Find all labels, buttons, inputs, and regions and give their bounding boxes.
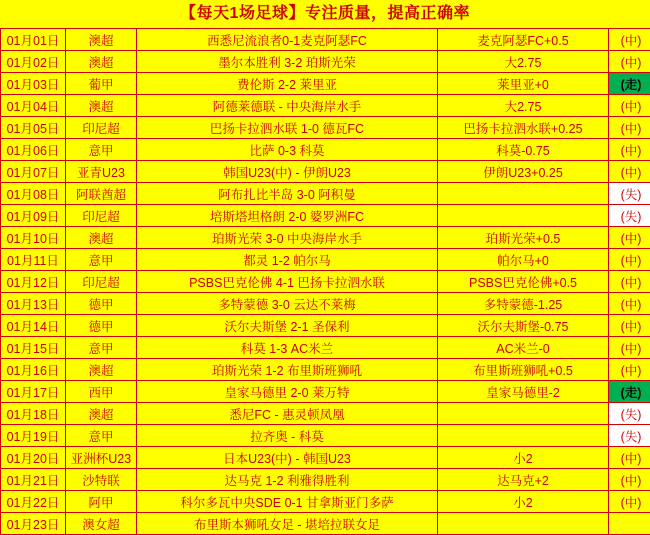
table-row xyxy=(1,293,650,315)
pick-cell: 科莫-0.75 xyxy=(438,139,609,161)
result-badge: (失) xyxy=(609,183,650,205)
match-name-cell: 都灵 1-2 帕尔马 xyxy=(137,249,438,271)
result-badge: (中) xyxy=(609,337,650,359)
pick-cell: 伊朗U23+0.25 xyxy=(438,161,609,183)
table-row xyxy=(1,337,650,359)
result-badge: (中) xyxy=(609,293,650,315)
league-cell: 亚青U23 xyxy=(66,161,137,183)
match-date-cell: 01月12日 xyxy=(1,271,66,293)
match-name-cell: 韩国U23(中) - 伊朗U23 xyxy=(137,161,438,183)
league-cell: 澳女超 xyxy=(66,513,137,535)
pick-cell: 帕尔马+0 xyxy=(438,249,609,271)
league-cell: 澳超 xyxy=(66,95,137,117)
match-date-cell: 01月07日 xyxy=(1,161,66,183)
result-badge: (失) xyxy=(609,425,650,447)
pick-cell: 莱里亚+0 xyxy=(438,73,609,95)
table-row xyxy=(1,73,650,95)
league-cell: 沙特联 xyxy=(66,469,137,491)
league-cell: 亚洲杯U23 xyxy=(66,447,137,469)
pick-cell: 大2.75 xyxy=(438,51,609,73)
pick-cell: 布里斯班狮吼+0.5 xyxy=(438,359,609,381)
league-cell: 葡甲 xyxy=(66,73,137,95)
result-badge: (中) xyxy=(609,29,650,51)
league-cell: 阿甲 xyxy=(66,491,137,513)
match-name-cell: 墨尔本胜利 3-2 珀斯光荣 xyxy=(137,51,438,73)
pick-cell: 达马克+2 xyxy=(438,469,609,491)
result-badge: (中) xyxy=(609,271,650,293)
table-row xyxy=(1,29,650,51)
pick-cell: 多特蒙德-1.25 xyxy=(438,293,609,315)
match-date-cell: 01月03日 xyxy=(1,73,66,95)
table-row xyxy=(1,447,650,469)
table-row xyxy=(1,381,650,403)
match-date-cell: 01月01日 xyxy=(1,29,66,51)
pick-cell: 皇家马德里-2 xyxy=(438,381,609,403)
match-name-cell: 西悉尼流浪者0-1麦克阿瑟FC xyxy=(137,29,438,51)
match-name-cell: 珀斯光荣 1-2 布里斯班狮吼 xyxy=(137,359,438,381)
result-badge: (中) xyxy=(609,117,650,139)
league-cell: 意甲 xyxy=(66,249,137,271)
pick-cell: PSBS巴克伦佛+0.5 xyxy=(438,271,609,293)
table-row xyxy=(1,359,650,381)
pick-cell: AC米兰-0 xyxy=(438,337,609,359)
match-name-cell: 珀斯光荣 3-0 中央海岸水手 xyxy=(137,227,438,249)
pick-cell: 麦克阿瑟FC+0.5 xyxy=(438,29,609,51)
result-badge: (中) xyxy=(609,249,650,271)
league-cell: 意甲 xyxy=(66,337,137,359)
league-cell: 印尼超 xyxy=(66,117,137,139)
match-date-cell: 01月17日 xyxy=(1,381,66,403)
result-badge: (中) xyxy=(609,359,650,381)
match-name-cell: 费伦斯 2-2 莱里亚 xyxy=(137,73,438,95)
match-date-cell: 01月18日 xyxy=(1,403,66,425)
table-row xyxy=(1,271,650,293)
match-name-cell: 达马克 1-2 利雅得胜利 xyxy=(137,469,438,491)
match-name-cell: 科尔多瓦中央SDE 0-1 甘拿斯亚门多萨 xyxy=(137,491,438,513)
table-row xyxy=(1,117,650,139)
match-date-cell: 01月08日 xyxy=(1,183,66,205)
match-date-cell: 01月13日 xyxy=(1,293,66,315)
match-name-cell: 巴扬卡拉泗水联 1-0 德瓦FC xyxy=(137,117,438,139)
league-cell: 印尼超 xyxy=(66,271,137,293)
match-name-cell: 培斯塔坦格朗 2-0 婆罗洲FC xyxy=(137,205,438,227)
result-badge: (中) xyxy=(609,51,650,73)
league-cell: 澳超 xyxy=(66,403,137,425)
result-badge: (中) xyxy=(609,95,650,117)
table-row xyxy=(1,315,650,337)
result-badge: (走) xyxy=(609,73,650,95)
league-cell: 澳超 xyxy=(66,227,137,249)
table-row xyxy=(1,205,650,227)
match-date-cell: 01月21日 xyxy=(1,469,66,491)
predictions-table-body xyxy=(1,29,650,535)
result-badge: (中) xyxy=(609,227,650,249)
result-badge: (中) xyxy=(609,161,650,183)
league-cell: 印尼超 xyxy=(66,205,137,227)
result-badge: (失) xyxy=(609,205,650,227)
pick-cell: 小2 xyxy=(438,447,609,469)
result-badge: (中) xyxy=(609,491,650,513)
table-row xyxy=(1,425,650,447)
table-row xyxy=(1,183,650,205)
match-date-cell: 01月02日 xyxy=(1,51,66,73)
match-name-cell: 科莫 1-3 AC米兰 xyxy=(137,337,438,359)
league-cell: 意甲 xyxy=(66,425,137,447)
table-row xyxy=(1,139,650,161)
match-date-cell: 01月23日 xyxy=(1,513,66,535)
match-name-cell: 布里斯本狮吼女足 - 堪培拉联女足 xyxy=(137,513,438,535)
match-date-cell: 01月16日 xyxy=(1,359,66,381)
league-cell: 阿联酋超 xyxy=(66,183,137,205)
match-date-cell: 01月06日 xyxy=(1,139,66,161)
match-date-cell: 01月19日 xyxy=(1,425,66,447)
match-date-cell: 01月04日 xyxy=(1,95,66,117)
match-date-cell: 01月20日 xyxy=(1,447,66,469)
table-row xyxy=(1,51,650,73)
match-name-cell: 皇家马德里 2-0 莱万特 xyxy=(137,381,438,403)
pick-cell xyxy=(438,205,609,227)
result-badge: (中) xyxy=(609,139,650,161)
match-name-cell: 阿布扎比半岛 3-0 阿积曼 xyxy=(137,183,438,205)
match-name-cell: 日本U23(中) - 韩国U23 xyxy=(137,447,438,469)
table-row xyxy=(1,491,650,513)
match-date-cell: 01月10日 xyxy=(1,227,66,249)
pick-cell: 大2.75 xyxy=(438,95,609,117)
result-badge: (走) xyxy=(609,381,650,403)
match-name-cell: 多特蒙德 3-0 云达不莱梅 xyxy=(137,293,438,315)
pick-cell: 珀斯光荣+0.5 xyxy=(438,227,609,249)
match-name-cell: 沃尔夫斯堡 2-1 圣保利 xyxy=(137,315,438,337)
result-badge: (中) xyxy=(609,469,650,491)
table-row xyxy=(1,469,650,491)
league-cell: 澳超 xyxy=(66,359,137,381)
league-cell: 西甲 xyxy=(66,381,137,403)
match-date-cell: 01月15日 xyxy=(1,337,66,359)
predictions-table xyxy=(0,28,650,535)
result-badge: (失) xyxy=(609,403,650,425)
table-row xyxy=(1,403,650,425)
match-date-cell: 01月09日 xyxy=(1,205,66,227)
match-name-cell: 拉齐奥 - 科莫 xyxy=(137,425,438,447)
match-name-cell: PSBS巴克伦佛 4-1 巴扬卡拉泗水联 xyxy=(137,271,438,293)
match-name-cell: 悉尼FC - 惠灵顿凤凰 xyxy=(137,403,438,425)
table-row xyxy=(1,227,650,249)
pick-cell: 沃尔夫斯堡-0.75 xyxy=(438,315,609,337)
match-date-cell: 01月05日 xyxy=(1,117,66,139)
match-name-cell: 比萨 0-3 科莫 xyxy=(137,139,438,161)
result-badge: (中) xyxy=(609,315,650,337)
table-row xyxy=(1,249,650,271)
league-cell: 意甲 xyxy=(66,139,137,161)
match-date-cell: 01月14日 xyxy=(1,315,66,337)
table-row xyxy=(1,161,650,183)
league-cell: 澳超 xyxy=(66,51,137,73)
page-title: 【每天1场足球】专注质量，提高正确率 xyxy=(0,0,650,28)
pick-cell xyxy=(438,425,609,447)
league-cell: 德甲 xyxy=(66,293,137,315)
pick-cell: 巴扬卡拉泗水联+0.25 xyxy=(438,117,609,139)
pick-cell xyxy=(438,403,609,425)
pick-cell xyxy=(438,183,609,205)
league-cell: 德甲 xyxy=(66,315,137,337)
match-date-cell: 01月11日 xyxy=(1,249,66,271)
league-cell: 澳超 xyxy=(66,29,137,51)
match-date-cell: 01月22日 xyxy=(1,491,66,513)
pick-cell: 小2 xyxy=(438,491,609,513)
match-name-cell: 阿德莱德联 - 中央海岸水手 xyxy=(137,95,438,117)
table-row xyxy=(1,95,650,117)
result-badge: (中) xyxy=(609,447,650,469)
